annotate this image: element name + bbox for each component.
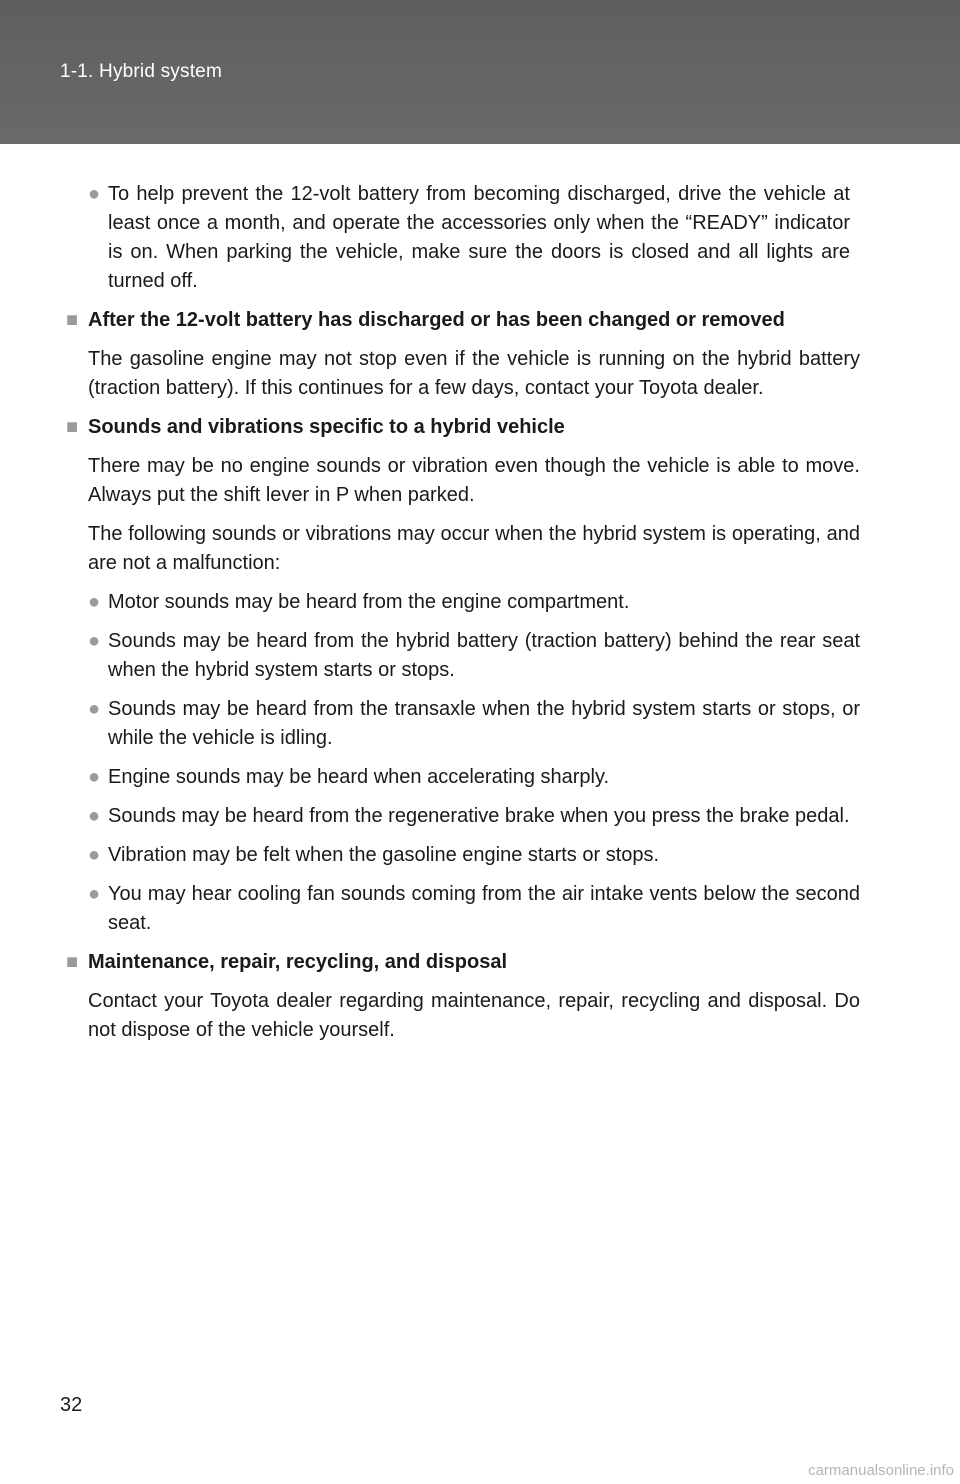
paragraph: The following sounds or vibrations may occur when the hybrid system is operating, and are not a malfunction:: [88, 523, 860, 574]
list-item: [88, 695, 860, 753]
bullet-icon: ●: [88, 766, 101, 788]
list-item: [88, 763, 860, 792]
section-title: 1-1. Hybrid system: [60, 61, 222, 82]
section-heading: [66, 306, 860, 335]
watermark: carmanualsonline.info: [808, 1462, 954, 1479]
page-content: [66, 180, 860, 1055]
list-item: [88, 627, 860, 685]
page-header: [0, 0, 960, 144]
list-item-text: Engine sounds may be heard when accelerating sharply.: [108, 766, 610, 788]
square-bullet-icon: ■: [66, 416, 79, 438]
section-heading: [66, 948, 860, 977]
bullet-icon: ●: [88, 591, 101, 613]
bullet-icon: ●: [88, 883, 101, 905]
list-item-text: Motor sounds may be heard from the engine compartment.: [108, 591, 630, 613]
square-bullet-icon: ■: [66, 309, 79, 331]
square-bullet-icon: ■: [66, 951, 79, 973]
bullet-icon: ●: [88, 630, 101, 652]
section-heading-text: After the 12-volt battery has discharged or has been changed or removed: [88, 309, 785, 331]
page-number: 32: [60, 1394, 83, 1416]
paragraph: There may be no engine sounds or vibration even though the vehicle is able to move. Always put the shift lever in P when parked.: [88, 455, 860, 506]
list-item-text: Sounds may be heard from the hybrid battery (traction battery) behind the rear seat when the hybrid system starts or stops.: [108, 630, 860, 681]
section-heading: [66, 413, 860, 442]
list-item: [88, 802, 860, 831]
bullet-icon: ●: [88, 183, 101, 205]
list-item: [88, 588, 860, 617]
section-heading-text: Sounds and vibrations specific to a hybrid vehicle: [88, 416, 565, 438]
list-item: [88, 841, 860, 870]
intro-bullet: [88, 180, 860, 296]
paragraph: The gasoline engine may not stop even if the vehicle is running on the hybrid battery (traction battery). If this continues for a few days, contact your Toyota dealer.: [88, 348, 860, 399]
bullet-icon: ●: [88, 698, 101, 720]
paragraph: Contact your Toyota dealer regarding maintenance, repair, recycling and disposal. Do not dispose of the vehicle yourself.: [88, 990, 860, 1041]
list-item: [88, 880, 860, 938]
list-item-text: Sounds may be heard from the regenerative brake when you press the brake pedal.: [108, 805, 850, 827]
section-heading-text: Maintenance, repair, recycling, and disposal: [88, 951, 508, 973]
bullet-icon: ●: [88, 805, 101, 827]
list-item-text: Sounds may be heard from the transaxle when the hybrid system starts or stops, or while the vehicle is idling.: [108, 698, 860, 749]
bullet-text: To help prevent the 12-volt battery from becoming discharged, drive the vehicle at least once a month, and operate the accessories only when the “READY” indicator is on. When parking the vehicle, make sure the doors is closed and all lights are turned off.: [108, 183, 850, 292]
list-item-text: Vibration may be felt when the gasoline engine starts or stops.: [108, 844, 660, 866]
list-item-text: You may hear cooling fan sounds coming from the air intake vents below the second seat.: [108, 883, 860, 934]
bullet-icon: ●: [88, 844, 101, 866]
